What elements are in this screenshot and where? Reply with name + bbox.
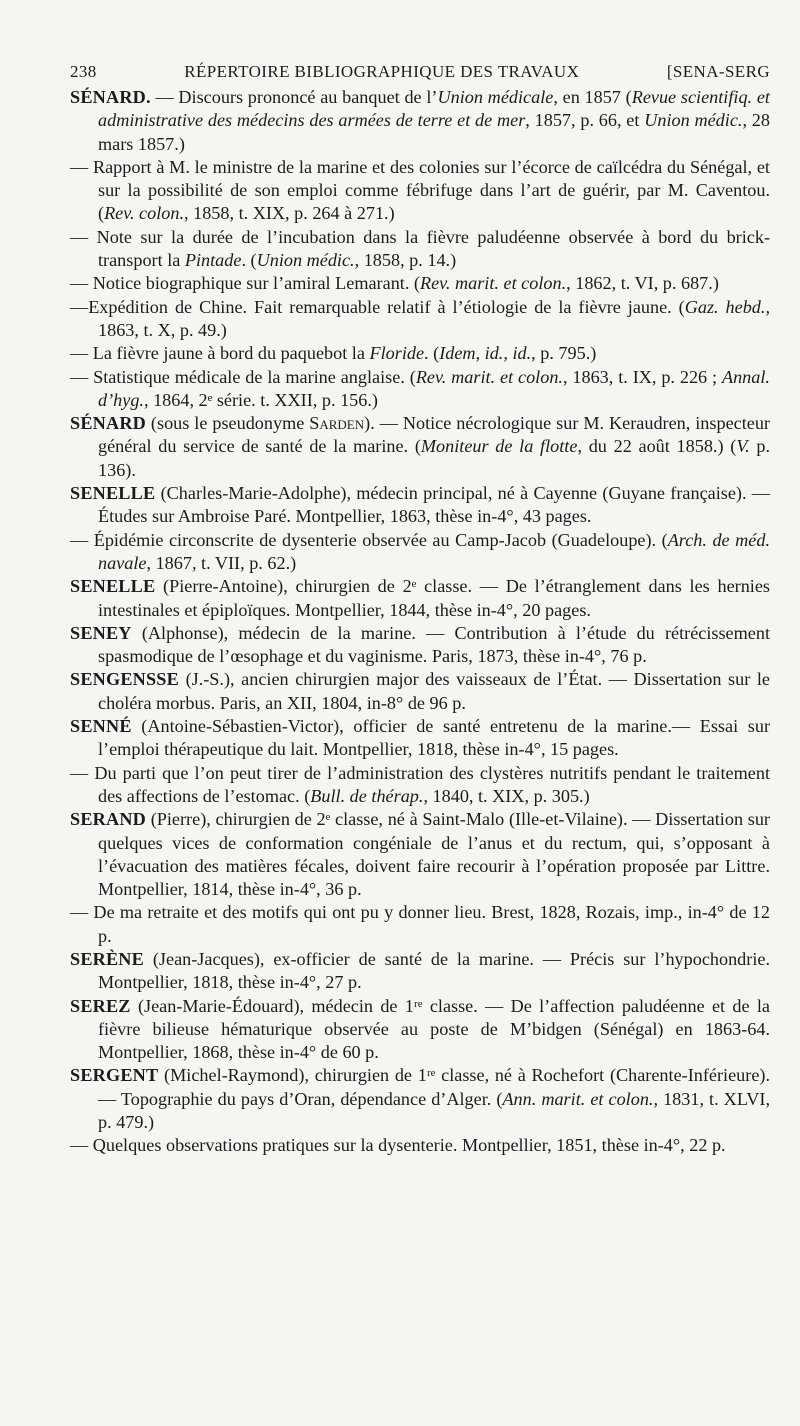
entry-text: — Épidémie circonscrite de dysenterie observée au Camp-Jacob (Guadeloupe). (: [70, 529, 668, 550]
entry-text: , 1867, t. VII, p. 62.): [146, 552, 297, 573]
bibliography-entry: [70, 762, 770, 809]
italic-citation: Union médicale: [437, 87, 554, 107]
author-name: SERGENT: [70, 1065, 159, 1086]
bibliography-entry: [70, 156, 770, 226]
entry-text: — Note sur la durée de l’incubation dans la fièvre paludéenne observée à bord du brick-transport la: [70, 226, 770, 271]
entry-text: , 28 mars 1857.): [98, 110, 770, 154]
entry-text: p. 136).: [98, 436, 770, 480]
entry-text: (Jean-Jacques), ex-officier de santé de la marine. — Précis sur l’hypochondrie. Montpellier, 1818, thèse in-4°, 27 p.: [98, 948, 770, 993]
bibliography-entry: [70, 1064, 770, 1134]
entry-text: (Alphonse), médecin de la marine. — Contribution à l’étude du rétrécissement spasmodique de l’œsophage et du vaginisme. Paris, 1873, thèse in-4°, 76 p.: [98, 622, 770, 667]
bibliography-entry: [70, 226, 770, 273]
italic-citation: Rev. marit. et colon.: [420, 273, 567, 294]
entry-text: , 1831, t. XLVI, p. 479.): [98, 1088, 770, 1133]
bibliography-entry: [70, 86, 770, 156]
entry-text: — De ma retraite et des motifs qui ont pu y donner lieu. Brest, 1828, Rozais, imp., in-4° de 12 p.: [70, 902, 770, 946]
alphabetical-range: [SENA-SERG: [666, 62, 770, 81]
running-title: RÉPERTOIRE BIBLIOGRAPHIQUE DES TRAVAUX: [184, 62, 580, 81]
italic-citation: Floride: [369, 343, 425, 364]
entry-text: , 1858, t. XIX, p. 264 à 271.): [184, 203, 395, 224]
bibliography-entry: [70, 412, 770, 482]
page-number: 238: [70, 62, 97, 81]
author-name: SERÈNE: [70, 948, 144, 969]
author-name: SENGENSSE: [70, 669, 179, 690]
bibliography-entry: [70, 342, 770, 365]
entry-text: (sous le pseudonyme: [145, 413, 310, 434]
entry-text: (Jean-Marie-Édouard), médecin de 1ʳᵉ classe. — De l’affection paludéenne et de la fièvre bilieuse hématurique observée au poste de M’bidgen (Sénégal) en 1863-64. Montpellier, 1868, thèse in-4° de 60 p.: [98, 995, 770, 1063]
document-page: [70, 62, 770, 1158]
entry-text: , 1864, 2ᵉ série. t. XXII, p. 156.): [143, 389, 378, 410]
bibliography-entry: [70, 1134, 770, 1157]
bibliography-entry: [70, 668, 770, 715]
entry-text: , 1857, p. 66, et: [525, 110, 645, 131]
page-header: [70, 62, 770, 82]
bibliography-entries: [70, 86, 770, 1158]
bibliography-entry: [70, 622, 770, 669]
entry-text: (Antoine-Sébastien-Victor), officier de santé entretenu de la marine.— Essai sur l’emploi thérapeutique du lait. Montpellier, 1818, thèse in-4°, 15 pages.: [98, 716, 770, 760]
italic-citation: V.: [736, 436, 750, 457]
bibliography-entry: [70, 482, 770, 529]
italic-citation: Rev. colon.: [104, 203, 185, 224]
bibliography-entry: [70, 529, 770, 576]
entry-text: — Rapport à M. le ministre de la marine et des colonies sur l’écorce de caïlcédra du Sénégal, et sur la possibilité de son emploi comme fébrifuge dans l’art de guérir, par M. Caventou. (: [70, 156, 770, 224]
entry-text: ). — Notice nécrologique sur M. Keraudren, inspecteur général du service de santé de la marine. (: [98, 413, 770, 457]
italic-citation: Bull. de thérap.: [310, 785, 424, 806]
italic-citation: Moniteur de la flotte: [420, 436, 578, 457]
entry-text: — Quelques observations pratiques sur la dysenterie. Montpellier, 1851, thèse in-4°, 22 p.: [70, 1135, 726, 1156]
bibliography-entry: [70, 715, 770, 762]
entry-text: , en 1857 (: [553, 87, 632, 107]
italic-citation: Rev. marit. et colon.: [415, 366, 563, 387]
italic-citation: Union médic.: [256, 250, 355, 271]
entry-text: , 1862, t. VI, p. 687.): [566, 273, 719, 294]
bibliography-entry: [70, 901, 770, 948]
bibliography-entry: [70, 995, 770, 1065]
author-name: SÉNARD.: [70, 87, 151, 107]
italic-citation: Pintade: [184, 250, 242, 271]
author-name: SENELLE: [70, 483, 156, 504]
italic-citation: Arch. de méd. navale: [98, 529, 770, 573]
entry-text: , du 22 août 1858.) (: [577, 436, 737, 457]
italic-citation: Revue scientifiq. et administrative des médecins des armées de terre et de mer: [98, 87, 770, 131]
bibliography-entry: [70, 575, 770, 622]
entry-text: — Du parti que l’on peut tirer de l’administration des clystères nutritifs pendant le traitement des affections de l’estomac. (: [70, 762, 770, 806]
author-name: SERAND: [70, 809, 146, 830]
italic-citation: Union médic.: [644, 110, 743, 131]
entry-text: . (: [241, 250, 257, 271]
entry-text: , 1840, t. XIX, p. 305.): [423, 785, 590, 806]
entry-text: , 1863, t. X, p. 49.): [98, 296, 770, 340]
bibliography-entry: [70, 272, 770, 295]
entry-text: (Charles-Marie-Adolphe), médecin principal, né à Cayenne (Guyane française). — Études sur Ambroise Paré. Montpellier, 1863, thèse in-4°, 43 pages.: [98, 483, 770, 527]
italic-citation: Ann. marit. et colon.: [502, 1088, 654, 1109]
small-caps-text: Sarden: [309, 413, 365, 434]
entry-text: — Discours prononcé au banquet de l’: [150, 87, 438, 107]
entry-text: (Pierre-Antoine), chirurgien de 2ᵉ classe. — De l’étranglement dans les hernies intestinales et épiploïques. Montpellier, 1844, thèse in-4°, 20 pages.: [98, 576, 770, 620]
bibliography-entry: [70, 948, 770, 995]
author-name: SEREZ: [70, 995, 131, 1016]
entry-text: — Statistique médicale de la marine anglaise. (: [70, 366, 416, 387]
author-name: SENNÉ: [70, 716, 132, 737]
author-name: SÉNARD: [70, 413, 146, 434]
entry-text: , 1858, p. 14.): [354, 250, 457, 271]
italic-citation: Annal. d’hyg.: [98, 366, 770, 410]
entry-text: , 1863, t. IX, p. 226 ;: [562, 366, 722, 387]
author-name: SENEY: [70, 622, 132, 643]
entry-text: — Notice biographique sur l’amiral Lemarant. (: [70, 273, 420, 294]
entry-text: (Michel-Raymond), chirurgien de 1ʳᵉ classe, né à Rochefort (Charente-Inférieure). — Topographie du pays d’Oran, dépendance d’Alger. (: [98, 1065, 770, 1109]
entry-text: . (: [424, 343, 440, 364]
entry-text: (Pierre), chirurgien de 2ᵉ classe, né à Saint-Malo (Ille-et-Vilaine). — Dissertation sur quelques vices de conformation congéniale de l’anus et du rectum, qui, s’opposant à l’évacuation des matières fécales, doivent faire recourir à l’opération proposée par Littre. Montpellier, 1814, thèse in-4°, 36 p.: [98, 809, 770, 900]
entry-text: , p. 795.): [531, 343, 597, 364]
entry-text: (J.-S.), ancien chirurgien major des vaisseaux de l’État. — Dissertation sur le choléra morbus. Paris, an XII, 1804, in-8° de 96 p.: [98, 669, 770, 713]
bibliography-entry: [70, 366, 770, 413]
author-name: SENELLE: [70, 576, 156, 597]
italic-citation: Gaz. hebd.: [684, 296, 766, 317]
bibliography-entry: [70, 808, 770, 901]
bibliography-entry: [70, 296, 770, 343]
entry-text: — La fièvre jaune à bord du paquebot la: [70, 343, 370, 364]
italic-citation: Idem, id., id.: [439, 343, 532, 364]
entry-text: —Expédition de Chine. Fait remarquable relatif à l’étiologie de la fièvre jaune. (: [70, 296, 685, 317]
